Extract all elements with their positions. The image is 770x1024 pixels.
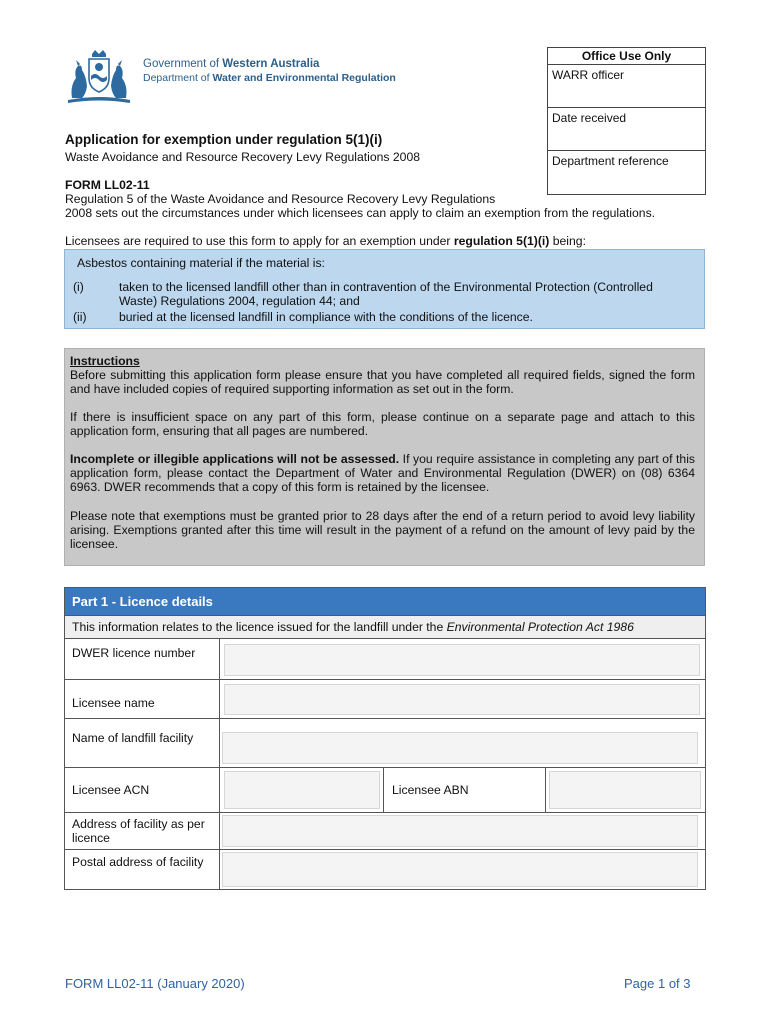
warr-officer-field[interactable]: WARR officer (548, 65, 705, 108)
facility-address-label: licence (72, 831, 110, 845)
criteria-lead: Asbestos containing material if the material is: (77, 256, 325, 270)
part1-title: Part 1 - Licence details (65, 588, 705, 615)
criteria-text: Waste) Regulations 2004, regulation 44; and (119, 294, 360, 308)
criteria-number: (ii) (73, 310, 87, 324)
instructions-p1: Instructions Before submitting this application form please ensure that you have completed all required fields, signed the form and have included copies of required supporting information as set out in the form. (70, 354, 695, 397)
instructions-p4: Please note that exemptions must be granted prior to 28 days after the end of a return period to avoid levy liability arising. Exemptions granted after this time will result in the payment of a refund on the amount of levy paid by the licensee. (70, 509, 695, 552)
licensee-name-input[interactable] (224, 684, 700, 715)
part1-note: This information relates to the licence issued for the landfill under the Environmental Protection Act 1986 (65, 615, 705, 639)
footer-form-code: FORM LL02-11 (January 2020) (65, 976, 245, 991)
facility-name-input[interactable] (222, 732, 698, 764)
office-use-box (547, 47, 706, 195)
postal-address-input[interactable] (222, 852, 698, 887)
column-divider (383, 767, 384, 812)
page-title: Application for exemption under regulation 5(1)(i) (65, 132, 383, 147)
row-divider (65, 718, 705, 719)
criteria-text: taken to the licensed landfill other than in contravention of the Environmental Protection (Controlled (119, 280, 653, 294)
department-reference-field[interactable]: Department reference (552, 154, 669, 168)
government-logo (62, 48, 416, 106)
office-use-title: Office Use Only (548, 48, 705, 65)
page-number: Page 1 of 3 (624, 976, 691, 991)
facility-address-input[interactable] (222, 815, 698, 847)
criteria-text: buried at the licensed landfill in compliance with the conditions of the licence. (119, 310, 533, 324)
instructions-p2: If there is insufficient space on any part of this form, please continue on a separate page and attach to this application form, ensuring that all pages are numbered. (70, 410, 695, 439)
exemption-criteria-box (64, 249, 705, 329)
licensee-abn-label: Licensee ABN (392, 783, 469, 797)
intro-text: Regulation 5 of the Waste Avoidance and Resource Recovery Levy Regulations (65, 192, 496, 206)
facility-name-label: Name of landfill facility (72, 731, 194, 745)
row-divider (65, 849, 705, 850)
row-divider (65, 767, 705, 768)
licensee-name-label: Licensee name (72, 696, 155, 710)
date-received-field[interactable]: Date received (548, 108, 705, 151)
page-subtitle: Waste Avoidance and Resource Recovery Levy Regulations 2008 (65, 150, 421, 164)
instructions-p3: Incomplete or illegible applications will not be assessed. If you require assistance in completing any part of this application form, please contact the Department of Water and Environmental Regulation (DWER) on (08) 6364 6963. DWER recommends that a copy of this form is retained by the licensee. (70, 452, 695, 495)
licence-number-input[interactable] (224, 644, 700, 676)
licensee-abn-input[interactable] (549, 771, 701, 809)
licensee-acn-input[interactable] (224, 771, 380, 809)
coat-of-arms-icon (62, 48, 136, 106)
criteria-number: (i) (73, 280, 84, 294)
part1-licence-details (64, 587, 706, 890)
row-divider (65, 679, 705, 680)
licensee-acn-label: Licensee ACN (72, 783, 150, 797)
column-divider (545, 767, 546, 812)
instructions-heading: Instructions (70, 354, 140, 368)
row-divider (65, 812, 705, 813)
requirement-text: Licensees are required to use this form to apply for an exemption under regulation 5(1)(i) being: (65, 234, 586, 248)
intro-text: 2008 sets out the circumstances under which licensees can apply to claim an exemption from the regulations. (65, 206, 656, 220)
column-divider (219, 639, 220, 890)
licence-number-label: DWER licence number (72, 646, 196, 660)
postal-address-label: Postal address of facility (72, 855, 204, 869)
form-code: FORM LL02-11 (65, 178, 150, 192)
government-name: Government of Western Australia (143, 58, 320, 70)
instructions-box (64, 348, 705, 566)
department-name: Department of Water and Environmental Regulation (143, 72, 396, 84)
facility-address-label: Address of facility as per (72, 817, 205, 831)
